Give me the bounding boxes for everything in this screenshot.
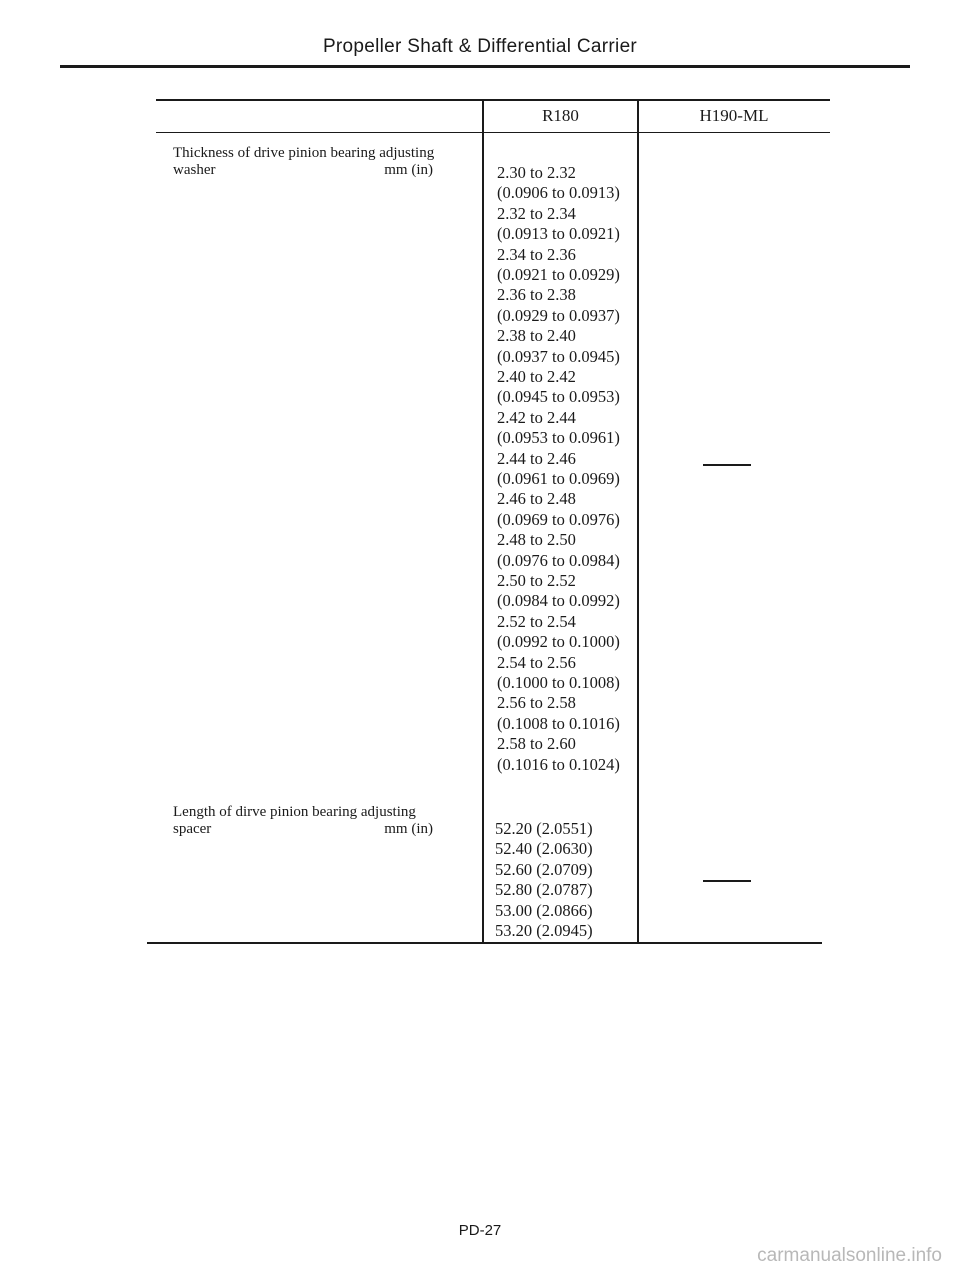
list-item: 2.50 to 2.52 (0.0984 to 0.0992) [497,570,620,611]
row-label-spacer [173,804,463,838]
list-item: 2.48 to 2.50 (0.0976 to 0.0984) [497,530,620,570]
washer-thickness-list [497,163,620,775]
list-item: 2.32 to 2.34 (0.0913 to 0.0921) [497,203,620,244]
list-item: 2.40 to 2.42 (0.0945 to 0.0953) [497,366,620,407]
list-item: 2.56 to 2.58 (0.1008 to 0.1016) [497,693,620,733]
list-item: 2.46 to 2.48 (0.0969 to 0.0976) [497,489,620,529]
page-title: Propeller Shaft & Differential Carrier [322,36,638,57]
list-item: 52.20 (2.0551) [495,819,593,838]
watermark-text: carmanualsonline.info [757,1245,942,1266]
list-item: 53.20 (2.0945) [495,920,593,940]
list-item: 2.30 to 2.32 (0.0906 to 0.0913) [497,163,620,203]
list-item: 2.54 to 2.56 (0.1000 to 0.1008) [497,652,620,692]
list-item: 2.34 to 2.36 (0.0921 to 0.0929) [497,244,620,284]
column-divider-r180 [482,99,484,943]
list-item: 2.52 to 2.54 (0.0992 to 0.1000) [497,611,620,652]
list-item: 2.38 to 2.40 (0.0937 to 0.0945) [497,326,620,366]
row-label-line: washer [173,162,216,178]
spacer-length-list [495,819,593,941]
list-item: 2.58 to 2.60 (0.1016 to 0.1024) [497,734,620,774]
header-rule [60,65,910,68]
unit-label: mm (in) [384,162,433,178]
list-item: 53.00 (2.0866) [495,900,593,920]
table-top-rule [156,99,830,101]
row-label-line: spacer [173,821,212,837]
column-header-h190ml: H190-ML [699,106,769,125]
column-header-r180: R180 [542,106,579,125]
list-item: 2.36 to 2.38 (0.0929 to 0.0937) [497,285,620,325]
row-label-line: Length of dirve pinion bearing adjusting [173,804,416,820]
h190ml-not-applicable-spacer [703,880,751,882]
list-item: 2.44 to 2.46 (0.0961 to 0.0969) [497,448,620,488]
table-bottom-rule [147,942,822,944]
list-item: 52.80 (2.0787) [495,880,593,900]
page-number: PD-27 [458,1222,502,1239]
column-divider-h190ml [637,99,639,943]
unit-label: mm (in) [384,821,433,837]
table-header-rule [156,132,830,133]
row-label-washer [173,145,463,179]
h190ml-not-applicable-washer [703,464,751,466]
row-label-line: Thickness of drive pinion bearing adjusting [173,145,435,161]
list-item: 52.40 (2.0630) [495,839,593,859]
list-item: 52.60 (2.0709) [495,859,593,879]
list-item: 2.42 to 2.44 (0.0953 to 0.0961) [497,407,620,448]
